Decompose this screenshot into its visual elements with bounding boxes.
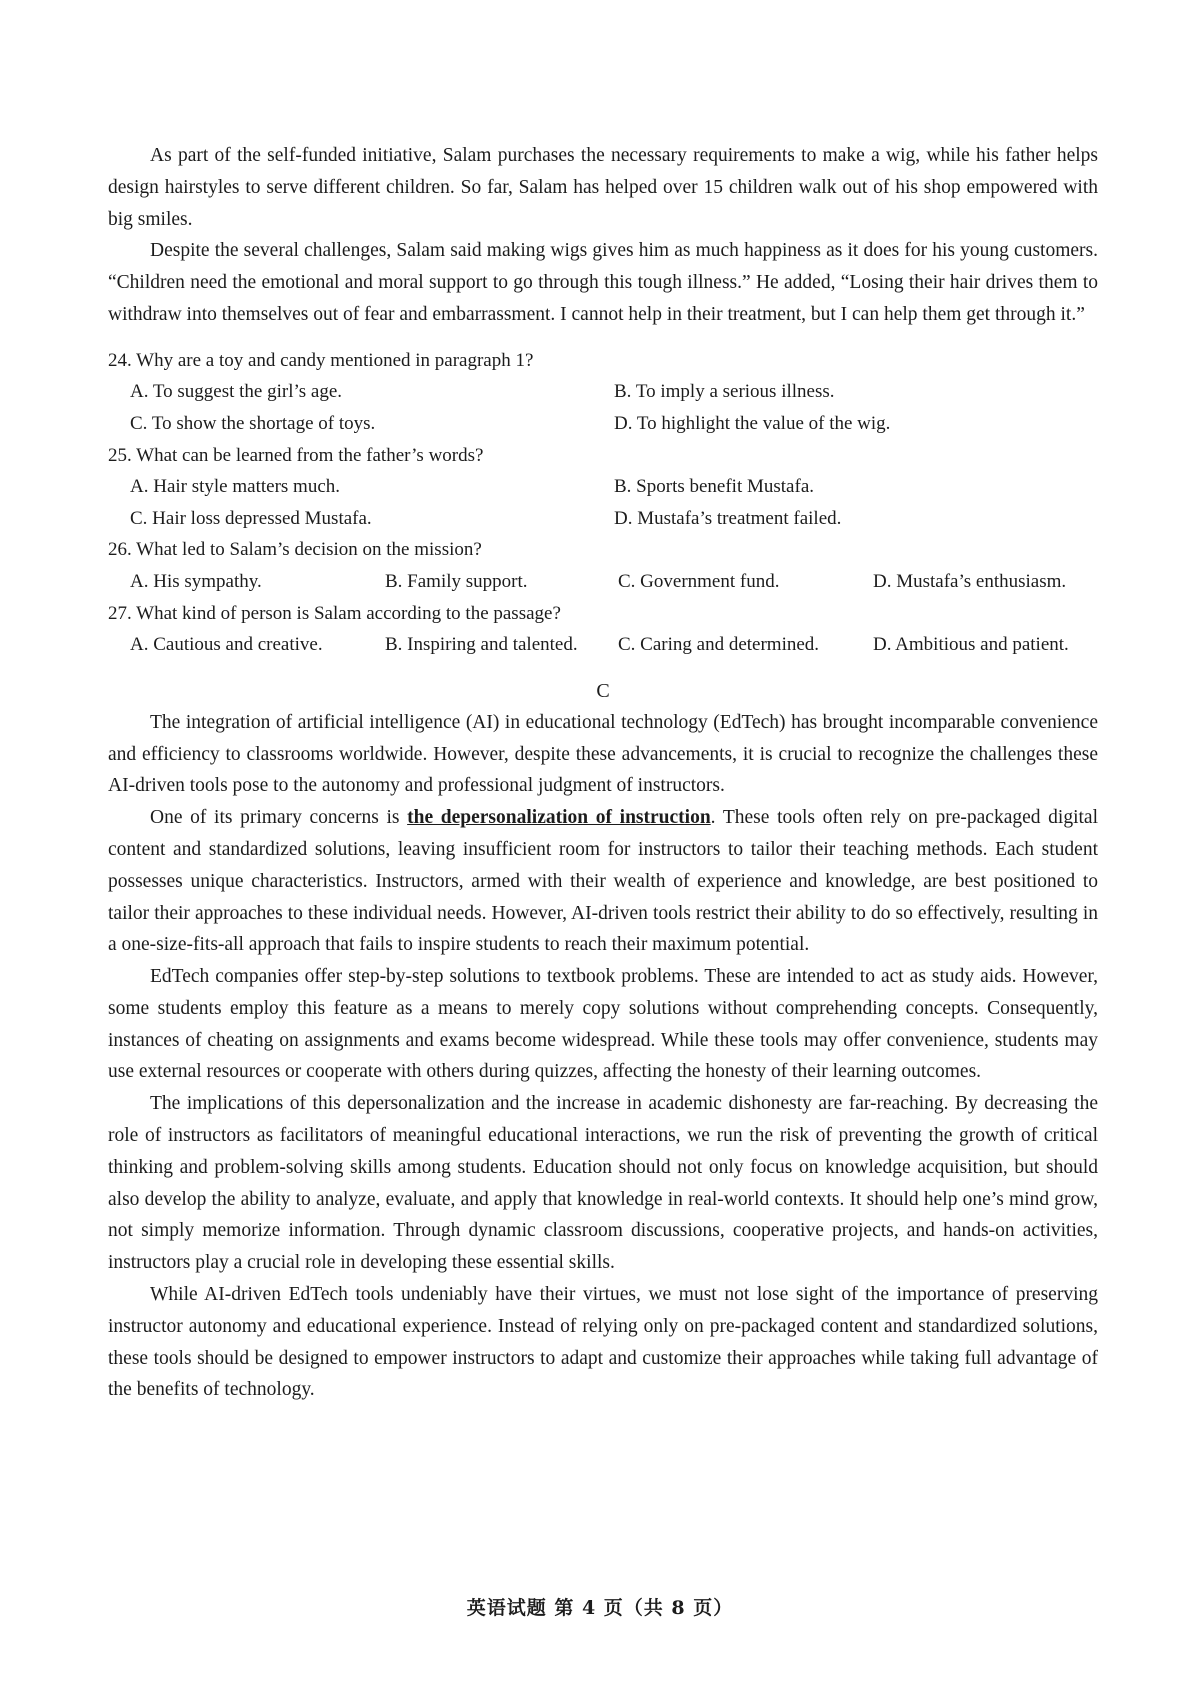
option: D. To highlight the value of the wig. — [614, 412, 891, 434]
option: D. Mustafa’s treatment failed. — [614, 507, 842, 529]
passage-c-paragraph: While AI-driven EdTech tools undeniably have their virtues, we must not lose sight of the importance of preserving instructor autonomy and educational experience. Instead of relying only on pre-packaged content and standardized solutions, these tools should be designed to empower instructors to adapt and customize their approaches while taking full advantage of the benefits of technology. — [108, 1284, 1098, 1401]
question-27: 27. What kind of person is Salam according to the passage? — [108, 602, 561, 624]
option: B. Inspiring and talented. — [385, 634, 578, 656]
section-title: C — [596, 679, 610, 702]
option: B. Family support. — [385, 570, 528, 592]
exam-page — [108, 140, 1098, 1406]
option: A. To suggest the girl’s age. — [130, 381, 343, 403]
option: D. Ambitious and patient. — [873, 634, 1069, 656]
option: A. Cautious and creative. — [130, 634, 323, 656]
options-27 — [108, 629, 1098, 661]
option: C. To show the shortage of toys. — [130, 412, 376, 434]
passage-c-paragraph: EdTech companies offer step-by-step solutions to textbook problems. These are intended to act as study aids. However, some students employ this feature as a means to merely copy solutions without comprehending concepts. Consequently, instances of cheating on assignments and exams become widespread. While these tools may offer convenience, students may use external resources or cooperate with others during quizzes, affecting the honesty of their learning outcomes. — [108, 966, 1098, 1083]
options-25 — [108, 471, 1098, 503]
options-24 — [108, 376, 1098, 408]
question-26: 26. What led to Salam’s decision on the mission? — [108, 539, 482, 561]
option: B. Sports benefit Mustafa. — [614, 476, 815, 498]
paragraph-text: One of its primary concerns is — [150, 807, 408, 829]
options-25 — [108, 503, 1098, 535]
option: C. Government fund. — [618, 570, 780, 592]
passage-c-paragraph: The implications of this depersonalization and the increase in academic dishonesty are far-reaching. By decreasing the role of instructors as facilitators of meaningful educational interactions, we run the risk of preventing the growth of critical thinking and problem-solving skills among students. Education should not only focus on knowledge acquisition, but should also develop the ability to analyze, evaluate, and apply that knowledge in real-world contexts. It should help one’s mind grow, not simply memorize information. Through dynamic classroom discussions, cooperative projects, and hands-on activities, instructors play a crucial role in developing these essential skills. — [108, 1093, 1098, 1274]
option: B. To imply a serious illness. — [614, 381, 835, 403]
question-list — [108, 345, 1098, 661]
options-24 — [108, 408, 1098, 440]
paragraph-text: . These tools often rely on pre-packaged digital content and standardized solutions, leaving insufficient room for instructors to tailor their teaching methods. Each student possesses unique characteristics. Instructors, armed with their wealth of experience and knowledge, are best positioned to tailor their approaches to these individual needs. However, AI-driven tools restrict their ability to do so effectively, resulting in a one-size-fits-all approach that fails to inspire students to reach their maximum potential. — [108, 807, 1098, 956]
option: C. Hair loss depressed Mustafa. — [130, 507, 372, 529]
option: D. Mustafa’s enthusiasm. — [873, 570, 1067, 592]
question-24: 24. Why are a toy and candy mentioned in paragraph 1? — [108, 349, 534, 371]
options-26 — [108, 566, 1098, 598]
option: A. Hair style matters much. — [130, 476, 341, 498]
option: C. Caring and determined. — [618, 634, 820, 656]
passage-b-paragraph: Despite the several challenges, Salam said making wigs gives him as much happiness as it does for his young customers. “Children need the emotional and moral support to go through this tough illness.” He added, “Losing their hair drives them to withdraw into themselves out of fear and embarrassment. I cannot help in their treatment, but I can help them get through it.” — [108, 240, 1098, 325]
question-25: 25. What can be learned from the father’s words? — [108, 444, 484, 466]
passage-c-paragraph: The integration of artificial intelligence (AI) in educational technology (EdTech) has brought incomparable convenience and efficiency to classrooms worldwide. However, despite these advancements, it is crucial to recognize the challenges these AI-driven tools pose to the autonomy and professional judgment of instructors. — [108, 711, 1098, 797]
option: A. His sympathy. — [130, 570, 262, 592]
passage-c-paragraph — [108, 802, 1098, 961]
underlined-phrase: the depersonalization of instruction — [407, 807, 711, 829]
passage-b-paragraph: As part of the self-funded initiative, Salam purchases the necessary requirements to make a wig, while his father helps design hairstyles to serve different children. So far, Salam has helped over 15 children walk out of his shop empowered with big smiles. — [108, 145, 1098, 230]
page-footer: 英语试题 第 4 页（共 8 页） — [466, 1597, 734, 1619]
